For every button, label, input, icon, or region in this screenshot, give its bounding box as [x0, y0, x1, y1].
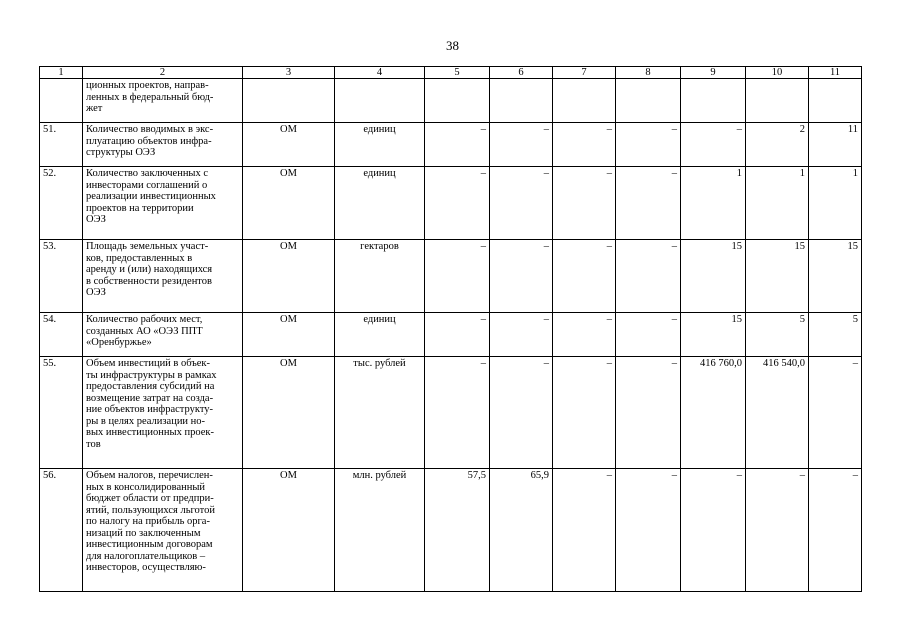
unit-cell: тыс. рублей [335, 357, 425, 469]
unit-cell: единиц [335, 313, 425, 357]
value-cell [553, 79, 616, 123]
value-cell: – [553, 240, 616, 313]
value-cell: – [490, 357, 553, 469]
value-cell: 15 [809, 240, 862, 313]
table-row [40, 469, 862, 592]
header-cell: 7 [553, 67, 616, 79]
unit-cell [335, 79, 425, 123]
value-cell: 57,5 [425, 469, 490, 592]
value-cell: – [681, 123, 746, 167]
value-cell: – [553, 357, 616, 469]
value-cell [809, 79, 862, 123]
value-cell: – [616, 313, 681, 357]
row-number-cell: 51. [40, 123, 83, 167]
value-cell: 5 [746, 313, 809, 357]
value-cell: – [616, 469, 681, 592]
indicator-name-cell: Объем налогов, перечислен- ных в консолидированный бюджет области от предпри- ятий, пользующихся льготой по налогу на прибыль орга- низаций по заключенным инвестиционным договорам для налогоплательщиков – инвесторов, осуществляю- [83, 469, 243, 592]
value-cell: – [553, 123, 616, 167]
value-cell: 1 [746, 167, 809, 240]
value-cell: – [490, 123, 553, 167]
value-cell: 416 760,0 [681, 357, 746, 469]
header-cell: 11 [809, 67, 862, 79]
value-cell: 15 [681, 240, 746, 313]
value-cell: – [616, 240, 681, 313]
value-cell: – [425, 240, 490, 313]
value-cell: – [553, 313, 616, 357]
indicator-name-cell: ционных проектов, направ- ленных в федеральный бюд- жет [83, 79, 243, 123]
row-number-cell: 55. [40, 357, 83, 469]
value-cell: – [490, 167, 553, 240]
indicator-type-cell: ОМ [243, 313, 335, 357]
value-cell: – [553, 469, 616, 592]
indicator-name-cell: Количество рабочих мест, созданных АО «ОЭЗ ППТ «Оренбуржье» [83, 313, 243, 357]
page-number: 38 [446, 38, 459, 53]
indicator-type-cell: ОМ [243, 469, 335, 592]
value-cell: – [746, 469, 809, 592]
value-cell [616, 79, 681, 123]
indicator-name-cell: Количество вводимых в экс- плуатацию объектов инфра- структуры ОЭЗ [83, 123, 243, 167]
unit-cell: гектаров [335, 240, 425, 313]
indicator-type-cell: ОМ [243, 240, 335, 313]
value-cell: 5 [809, 313, 862, 357]
header-cell: 9 [681, 67, 746, 79]
indicators-table [39, 66, 862, 592]
indicator-type-cell: ОМ [243, 123, 335, 167]
row-number-cell [40, 79, 83, 123]
header-cell: 10 [746, 67, 809, 79]
indicator-name-cell: Площадь земельных участ- ков, предоставленных в аренду и (или) находящихся в собственности резидентов ОЭЗ [83, 240, 243, 313]
value-cell: – [425, 357, 490, 469]
value-cell: – [809, 469, 862, 592]
value-cell: 65,9 [490, 469, 553, 592]
value-cell: – [425, 123, 490, 167]
value-cell: – [809, 357, 862, 469]
value-cell [746, 79, 809, 123]
value-cell: 1 [681, 167, 746, 240]
value-cell: – [425, 313, 490, 357]
indicator-name-cell: Количество заключенных с инвесторами соглашений о реализации инвестиционных проектов на территории ОЭЗ [83, 167, 243, 240]
header-cell: 1 [40, 67, 83, 79]
unit-cell: единиц [335, 123, 425, 167]
header-row [40, 67, 862, 79]
header-cell: 2 [83, 67, 243, 79]
value-cell: – [616, 357, 681, 469]
value-cell [490, 79, 553, 123]
value-cell: 15 [746, 240, 809, 313]
header-cell: 3 [243, 67, 335, 79]
value-cell: – [681, 469, 746, 592]
value-cell: 15 [681, 313, 746, 357]
row-number-cell: 53. [40, 240, 83, 313]
value-cell: 1 [809, 167, 862, 240]
header-cell: 4 [335, 67, 425, 79]
row-number-cell: 52. [40, 167, 83, 240]
indicator-type-cell: ОМ [243, 167, 335, 240]
value-cell [681, 79, 746, 123]
table-row [40, 123, 862, 167]
indicator-type-cell: ОМ [243, 357, 335, 469]
value-cell: 416 540,0 [746, 357, 809, 469]
table-row [40, 240, 862, 313]
value-cell: 11 [809, 123, 862, 167]
table-row [40, 167, 862, 240]
value-cell: – [425, 167, 490, 240]
value-cell: – [490, 240, 553, 313]
indicator-name-cell: Объем инвестиций в объек- ты инфраструктуры в рамках предоставления субсидий на возмещение затрат на созда- ние объектов инфраструкту- ры в целях реализации но- вых инвестиционных проек- тов [83, 357, 243, 469]
header-cell: 6 [490, 67, 553, 79]
header-cell: 8 [616, 67, 681, 79]
row-number-cell: 56. [40, 469, 83, 592]
table-row [40, 313, 862, 357]
table-row [40, 79, 862, 123]
unit-cell: млн. рублей [335, 469, 425, 592]
value-cell [425, 79, 490, 123]
value-cell: – [616, 123, 681, 167]
unit-cell: единиц [335, 167, 425, 240]
header-cell: 5 [425, 67, 490, 79]
row-number-cell: 54. [40, 313, 83, 357]
value-cell: – [490, 313, 553, 357]
value-cell: – [553, 167, 616, 240]
table-row [40, 357, 862, 469]
value-cell: 2 [746, 123, 809, 167]
indicator-type-cell [243, 79, 335, 123]
value-cell: – [616, 167, 681, 240]
